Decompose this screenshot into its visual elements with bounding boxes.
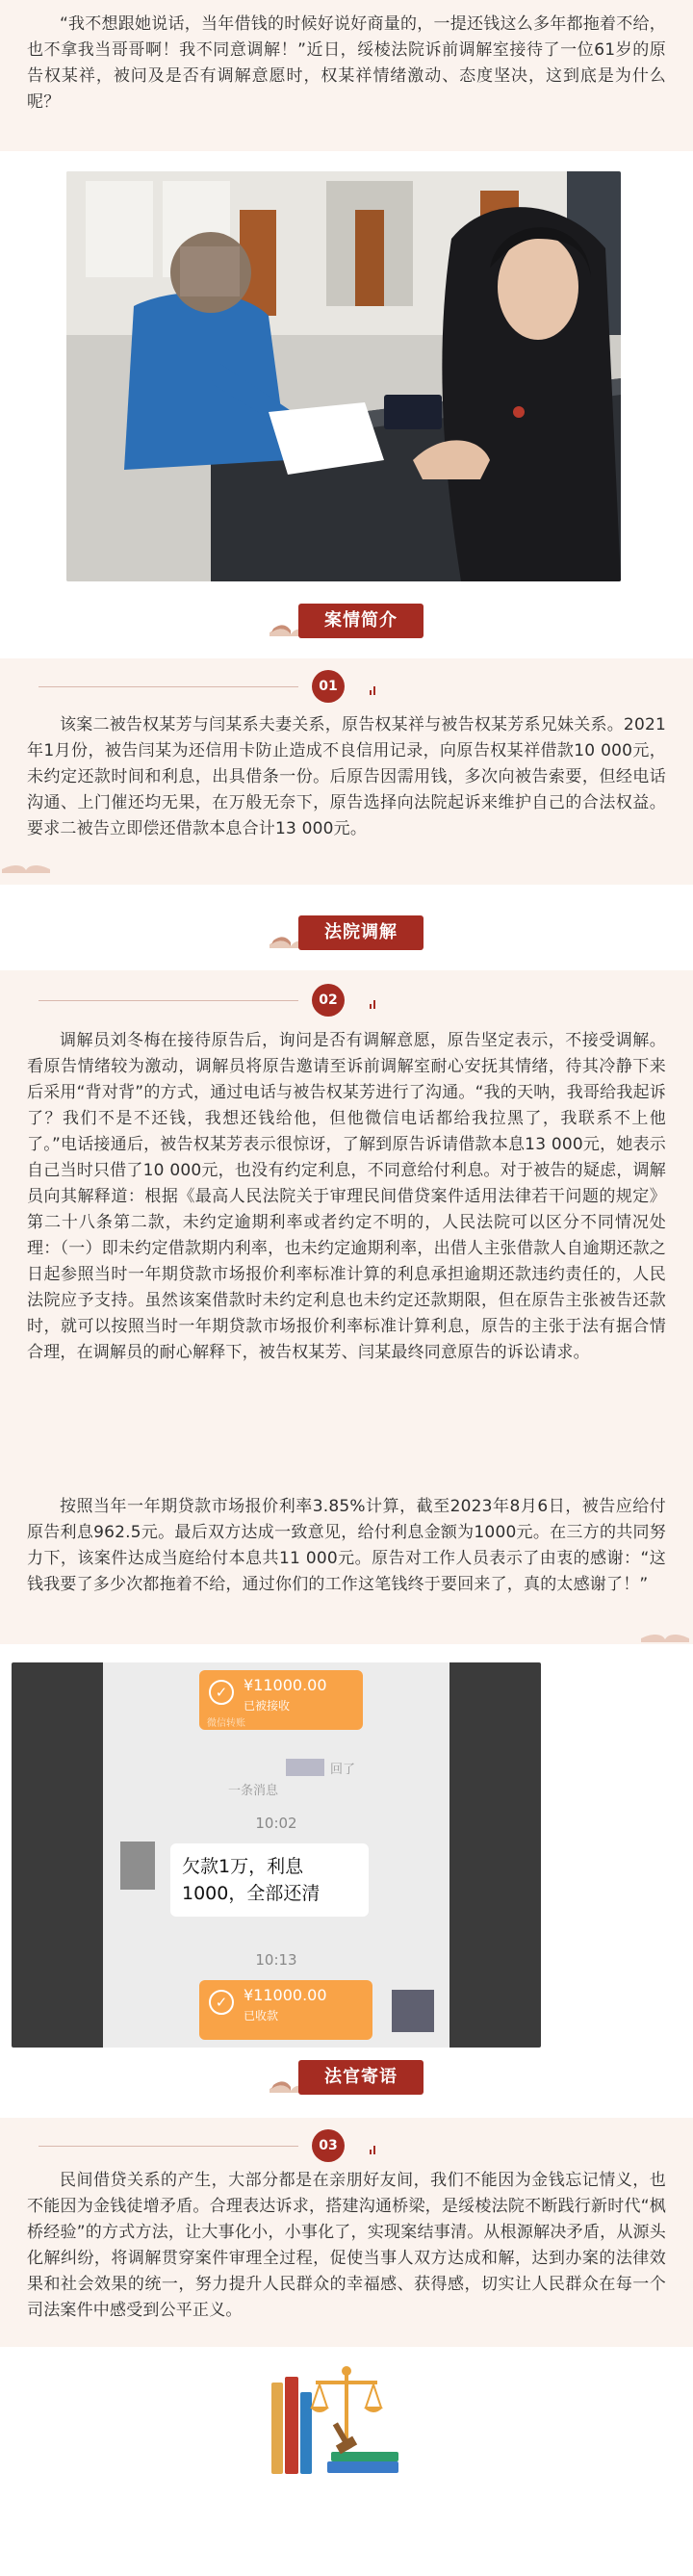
blurred-name xyxy=(286,1759,324,1776)
section-paragraph: 民间借贷关系的产生，大部分都是在亲朋好友间，我们不能因为金钱忘记情义，也不能因为金钱徒增矛盾。合理表达诉求，搭建沟通桥梁，是绥棱法院不断践行新时代“枫桥经验”的方式方法，让大事化小，小事化了，实现案结事清。从根源解决矛盾，从源头化解纠纷，将调解贯穿案件审理全过程，促使当事人双方达成和解，达到办案的法律效果和社会效果的统一，努力提升人民群众的幸福感、获得感，切实让人民群众在每一个司法案件中感受到公平正义。 xyxy=(27,2171,666,2320)
intro-text: “我不想跟她说话，当年借钱的时候好说好商量的，一提还钱这么多年都拖着不给，也不拿我当哥哥啊！我不同意调解！”近日，绥棱法院诉前调解室接待了一位61岁的原告权某祥，被问及是否有调解意愿时，权某祥情绪激动、态度坚决，这到底是为什么呢？ xyxy=(27,14,666,112)
transfer-card-top xyxy=(199,1670,363,1730)
recall-notice xyxy=(190,1759,392,1798)
avatar-right xyxy=(392,1990,434,2032)
photo-chat-screenshot xyxy=(12,1662,541,2048)
avatar-left xyxy=(120,1842,155,1890)
transfer-status: 已被接收 xyxy=(244,1699,291,1713)
section-title-label: 法官寄语 xyxy=(298,2060,424,2095)
section-number-row xyxy=(0,984,693,1018)
transfer-check-icon: ✓ xyxy=(209,1990,234,2015)
section-title-judge-message xyxy=(0,2060,693,2100)
chat-bubble xyxy=(170,1843,369,1917)
section-paragraph: 该案二被告权某芳与闫某系夫妻关系，原告权某祥与被告权某芳系兄妹关系。2021年1月份，被告闫某为还信用卡防止造成不良信用记录，向原告权某祥借款10 000元，未约定还款时间和利息，出具借条一份。后原告因需用钱，多次向被告索要，但经电话沟通、上门催还均无果，在万般无奈下，原告选择向法院起诉来维护自己的合法权益。要求二被告立即偿还借款本息合计13 000元。 xyxy=(27,715,666,838)
phone-screen xyxy=(103,1662,449,2048)
section-card-court-mediation xyxy=(0,970,693,1644)
divider-line xyxy=(38,686,298,687)
section-card-judge-message xyxy=(0,2118,693,2347)
signal-bars-icon xyxy=(370,997,379,1009)
transfer-check-icon: ✓ xyxy=(209,1680,234,1705)
signal-bars-icon xyxy=(370,2143,379,2154)
divider-line xyxy=(38,1000,298,1001)
transfer-card-bottom xyxy=(199,1980,372,2040)
section-title-case-summary xyxy=(0,604,693,644)
signal-bars-icon xyxy=(370,683,379,695)
section-title-court-mediation xyxy=(0,915,693,956)
transfer-amount: ¥11000.00 xyxy=(244,1676,327,1694)
section-title-label: 法院调解 xyxy=(298,915,424,950)
section-card-case-summary xyxy=(0,658,693,885)
section-number-row xyxy=(0,670,693,705)
mediation-scene-illustration xyxy=(66,171,621,581)
corner-book-icon xyxy=(639,1625,691,1644)
corner-book-icon xyxy=(0,856,52,875)
justice-scales-books-icon xyxy=(270,2363,404,2479)
section-number-badge: 02 xyxy=(312,984,345,1017)
section-paragraph: 调解员刘冬梅在接待原告后，询问是否有调解意愿，原告坚定表示，不接受调解。看原告情绪较为激动，调解员将原告邀请至诉前调解室耐心安抚其情绪，待其冷静下来后采用“背对背”的方式，通过电话与被告权某芳进行了沟通。“我的天呐，我哥给我起诉了？我们不是不还钱，我想还钱给他，但他微信电话都给我拉黑了，我联系不上他了。”电话接通后，被告权某芳表示很惊讶，了解到原告诉请借款本息13 000元，她表示自己当时只借了10 000元，也没有约定利息，不同意给付利息。对于被告的疑虑，调解员向其解释道：根据《最高人民法院关于审理民间借贷案件适用法律若干问题的规定》第二十八条第二款，未约定逾期利率或者约定不明的，人民法院可以区分不同情况处理：（一）即未约定借款期内利率，也未约定逾期利率，出借人主张借款人自逾期还款之日起参照当时一年期贷款市场报价利率标准计算的利息承担逾期还款违约责任的，人民法院应予支持。虽然该案借款时未约定利息也未约定还款期限，但在原告主张被告还款时，就可以按照当时一年期贷款市场报价利率标准计算利息，原告的主张于法有据合情合理，在调解员的耐心解释下，被告权某芳、闫某最终同意原告的诉讼请求。 xyxy=(27,1031,666,1362)
transfer-status: 已收款 xyxy=(244,2009,279,2022)
photo-mediation-scene xyxy=(66,171,621,581)
section-title-label: 案情简介 xyxy=(298,604,424,638)
chat-time-2: 10:13 xyxy=(255,1951,297,1969)
section-number-row xyxy=(0,2129,693,2164)
intro-card xyxy=(0,0,693,151)
recall-text: 回了 xyxy=(330,1763,356,1777)
section-paragraph: 按照当年一年期贷款市场报价利率3.85%计算，截至2023年8月6日，被告应给付原告利息962.5元。最后双方达成一致意见，给付利息金额为1000元。在三方的共同努力下，该案件达成当庭给付本息共11 000元。原告对工作人员表示了由衷的感谢：“这钱我要了多少次都拖着不给，通过你们的工作这笔钱终于要回来了，真的太感谢了！” xyxy=(27,1497,666,1594)
transfer-note: 微信转账 xyxy=(207,1718,245,1729)
chat-time-1: 10:02 xyxy=(255,1815,297,1832)
transfer-amount: ¥11000.00 xyxy=(244,1986,327,2004)
section-number-badge: 03 xyxy=(312,2129,345,2162)
recall-prefix: 一条消息 xyxy=(228,1784,279,1798)
chat-message: 欠款1万，利息1000，全部还清 xyxy=(182,1856,321,1904)
divider-line xyxy=(38,2146,298,2147)
section-number-badge: 01 xyxy=(312,670,345,703)
